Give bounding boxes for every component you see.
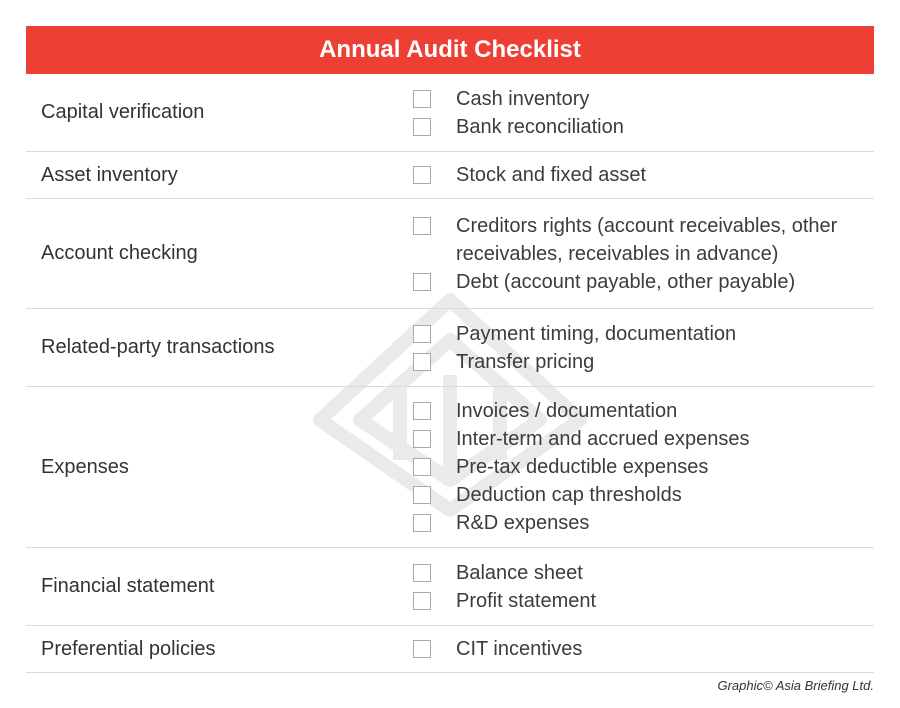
- checklist-item: [413, 397, 874, 425]
- item-list: [396, 309, 874, 386]
- checkbox-icon[interactable]: [413, 217, 431, 235]
- checklist-row: [26, 152, 874, 199]
- checklist-item: [413, 212, 874, 268]
- category-label: Expenses: [41, 455, 129, 478]
- checklist-row: [26, 626, 874, 673]
- checklist-item: [413, 425, 874, 453]
- checkbox-icon[interactable]: [413, 564, 431, 582]
- item-label: Creditors rights (account receivables, other receivables, receivables in advance): [456, 214, 838, 265]
- item-label: Stock and fixed asset: [456, 164, 647, 186]
- item-label: Pre-tax deductible expenses: [456, 456, 709, 478]
- checklist-item: [413, 635, 874, 663]
- item-label: R&D expenses: [456, 512, 590, 534]
- credit-text: Graphic© Asia Briefing Ltd.: [717, 678, 874, 693]
- item-label: Debt (account payable, other payable): [456, 270, 796, 293]
- category-label: Asset inventory: [41, 163, 178, 186]
- checklist-card: [26, 26, 874, 673]
- category-label: Financial statement: [41, 575, 215, 597]
- checkbox-icon[interactable]: [413, 402, 431, 420]
- checklist-title: Annual Audit Checklist: [26, 26, 874, 74]
- category-label: Account checking: [41, 242, 198, 264]
- checkbox-icon[interactable]: [413, 458, 431, 476]
- checkbox-icon[interactable]: [413, 90, 431, 108]
- item-list: [396, 626, 874, 672]
- item-label: Invoices / documentation: [456, 400, 678, 422]
- checkbox-icon[interactable]: [413, 640, 431, 658]
- checklist-item: [413, 161, 874, 189]
- category-label: Preferential policies: [41, 637, 216, 660]
- item-label: Inter-term and accrued expenses: [456, 428, 750, 450]
- checklist-item: [413, 587, 874, 615]
- checkbox-icon[interactable]: [413, 592, 431, 610]
- checklist-item: [413, 509, 874, 537]
- checklist-row: [26, 387, 874, 548]
- checkbox-icon[interactable]: [413, 353, 431, 371]
- item-list: [396, 199, 874, 308]
- item-list: [396, 548, 874, 625]
- checklist-item: [413, 559, 874, 587]
- item-list: [396, 387, 874, 547]
- checklist-row: [26, 74, 874, 152]
- item-list: [396, 74, 874, 151]
- checklist-item: [413, 268, 874, 296]
- checkbox-icon[interactable]: [413, 486, 431, 504]
- item-label: CIT incentives: [456, 638, 583, 660]
- checkbox-icon[interactable]: [413, 430, 431, 448]
- item-label: Balance sheet: [456, 561, 583, 584]
- checklist-row: [26, 199, 874, 309]
- category-label: Related-party transactions: [41, 336, 275, 358]
- checkbox-icon[interactable]: [413, 325, 431, 343]
- checklist-item: [413, 481, 874, 509]
- category-label: Capital verification: [41, 101, 205, 123]
- item-label: Transfer pricing: [456, 350, 595, 373]
- checkbox-icon[interactable]: [413, 118, 431, 136]
- checklist-item: [413, 85, 874, 113]
- checklist-item: [413, 453, 874, 481]
- item-label: Bank reconciliation: [456, 115, 624, 138]
- checkbox-icon[interactable]: [413, 514, 431, 532]
- item-label: Payment timing, documentation: [456, 322, 737, 345]
- checkbox-icon[interactable]: [413, 166, 431, 184]
- checklist-item: [413, 320, 874, 348]
- checkbox-icon[interactable]: [413, 273, 431, 291]
- item-label: Cash inventory: [456, 87, 590, 110]
- checklist-item: [413, 348, 874, 376]
- item-list: [396, 152, 874, 198]
- checklist-row: [26, 309, 874, 387]
- item-label: Deduction cap thresholds: [456, 484, 682, 506]
- checklist-item: [413, 113, 874, 141]
- item-label: Profit statement: [456, 589, 597, 612]
- checklist-row: [26, 548, 874, 626]
